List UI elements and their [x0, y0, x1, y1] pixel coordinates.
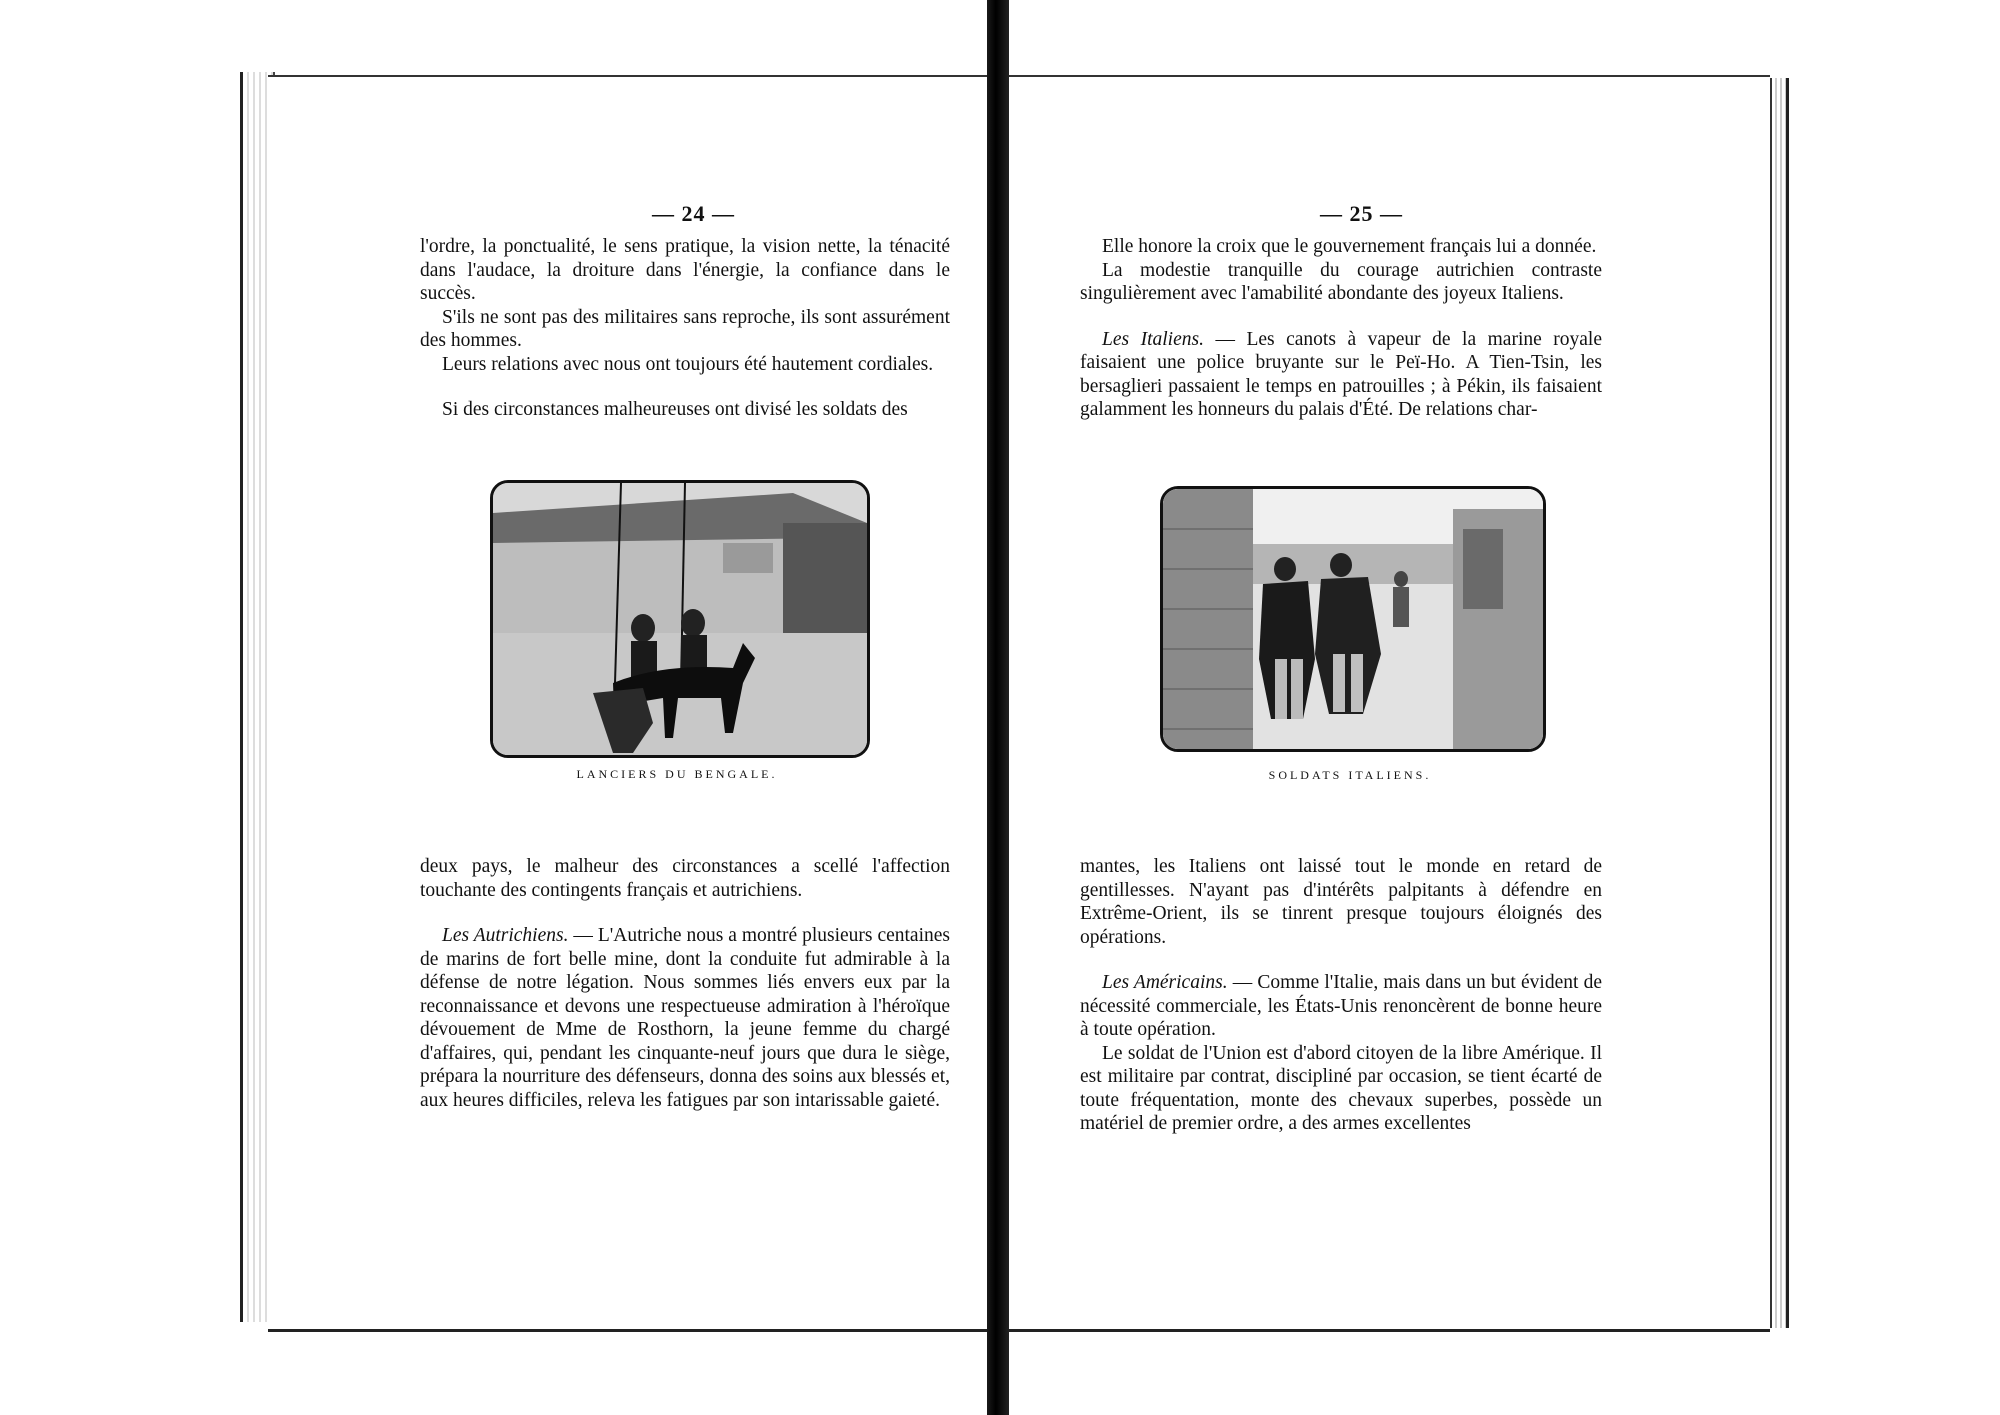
left-paragraph-2: S'ils ne sont pas des militaires sans reproche, ils sont assurément des hommes.	[420, 306, 950, 351]
photo-italian-soldiers	[1160, 486, 1546, 752]
right-text-bottom	[1080, 855, 1602, 1136]
right-section-americans	[1080, 971, 1602, 1042]
heading-italians: Les Italiens.	[1102, 328, 1204, 350]
heading-americans: Les Américains.	[1102, 972, 1228, 993]
book-spine	[987, 0, 1009, 1415]
right-paragraph-americans-2: Le soldat de l'Union est d'abord citoyen de la libre Amérique. Il est militaire par contrat, discipliné par occasion, se tient écarté de toute fréquentation, monte des chevaux superbes, possède un matériel de premier ordre, a des armes excellentes	[1080, 1042, 1602, 1134]
right-page	[1008, 75, 1770, 1327]
caption-bengal-lancers: LANCIERS DU BENGALE.	[576, 767, 778, 781]
left-paragraph-3: Leurs relations avec nous ont toujours été hautement cordiales.	[442, 353, 934, 375]
left-continuation: deux pays, le malheur des circonstances a scellé l'affection touchante des contingents français et autrichiens.	[420, 856, 950, 901]
left-paragraph-4: Si des circonstances malheureuses ont divisé les soldats des	[442, 399, 908, 420]
left-paragraph-1: l'ordre, la ponctualité, le sens pratique, la vision nette, la ténacité dans l'audace, la droiture dans l'énergie, la confiance dans le succès.	[420, 236, 950, 304]
page-number-left: — 24 —	[652, 201, 735, 226]
right-text-top	[1080, 235, 1602, 422]
text-italians: — Les canots à vapeur de la marine royale faisaient une police bruyante sur le Peï-Ho. A Tien-Tsin, les bersaglieri passaient le temps en patrouilles ; à Pékin, ils faisaient galamment les honneurs du palais d'Été. De relations char-	[1080, 328, 1602, 420]
heading-austrians: Les Autrichiens.	[442, 925, 569, 946]
right-continuation: mantes, les Italiens ont laissé tout le monde en retard de gentillesses. N'ayant pas d'intérêts palpitants à défendre en Extrême-Orient, ils se tinrent presque toujours éloignés des opérations.	[1080, 856, 1602, 948]
left-section-austrians	[420, 924, 950, 1112]
left-text-top	[420, 235, 950, 422]
left-text-bottom	[420, 855, 950, 1112]
right-paragraph-2: La modestie tranquille du courage autrichien contraste singulièrement avec l'amabilité abondante des joyeux Italiens.	[1080, 259, 1602, 304]
page-number-right: — 25 —	[1320, 201, 1403, 226]
text-americans: — Comme l'Italie, mais dans un but évident de nécessité commerciale, les États-Unis renoncèrent de bonne heure à toute opération.	[1080, 972, 1602, 1040]
right-paragraph-1: Elle honore la croix que le gouvernement français lui a donnée.	[1102, 236, 1597, 257]
text-austrians: — L'Autriche nous a montré plusieurs centaines de marins de fort belle mine, dont la conduite fut admirable à la défense de notre légation. Nous sommes liés envers eux par la reconnaissance et devons une respectueuse admiration à l'héroïque dévouement de Mme de Rosthorn, la jeune femme du chargé d'affaires, qui, pendant les cinquante-neuf jours que dura le siège, prépara la nourriture des défenseurs, donna des soins aux blessés et, aux heures difficiles, releva les fatigues par son intarissable gaieté.	[420, 925, 950, 1111]
book-edge-right	[1770, 78, 1789, 1328]
caption-italian-soldiers: SOLDATS ITALIENS.	[1268, 768, 1432, 782]
left-page	[268, 75, 988, 1327]
right-section-italians	[1080, 328, 1602, 422]
photo-bengal-lancers	[490, 480, 870, 758]
